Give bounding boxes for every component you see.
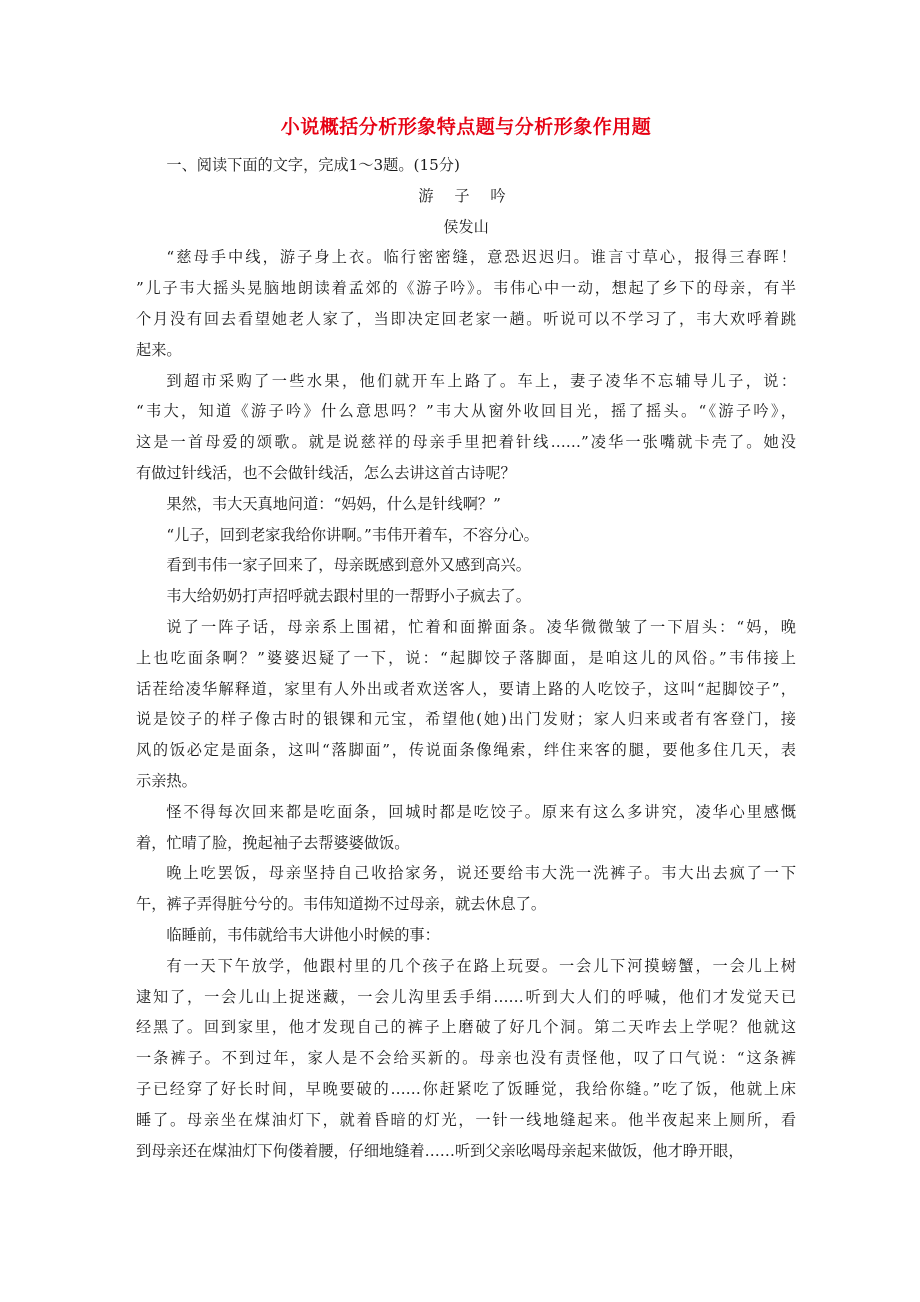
- story-line: 经黑了。回到家里，他才发现自己的裤子上磨破了好几个洞。第二天咋去上学呢？他就这: [136, 1018, 796, 1037]
- story-line: 逮知了，一会儿山上捉迷藏，一会儿沟里丢手绢……听到大人们的呼喊，他们才发觉天已: [136, 987, 796, 1006]
- story-author: 侯发山: [443, 217, 489, 236]
- story-line: 子已经穿了好长时间，早晚要破的……你赶紧吃了饭睡觉，我给你缝。”吃了饭，他就上床: [136, 1079, 796, 1098]
- question-instruction: 一、阅读下面的文字，完成1～3题。(15分): [166, 156, 460, 174]
- story-line: 上也吃面条啊？”婆婆迟疑了一下，说：“起脚饺子落脚面，是咱这儿的风俗。”韦伟接上: [136, 648, 796, 667]
- story-line: 睡了。母亲坐在煤油灯下，就着昏暗的灯光，一针一线地缝起来。他半夜起来上厕所，看: [136, 1110, 796, 1129]
- story-line: 话茬给凌华解释道，家里有人外出或者欢送客人，要请上路的人吃饺子，这叫“起脚饺子”，: [136, 679, 796, 698]
- story-line: 午，裤子弄得脏兮兮的。韦伟知道拗不过母亲，就去休息了。: [136, 895, 547, 914]
- story-line: 怪不得每次回来都是吃面条，回城时都是吃饺子。原来有这么多讲究，凌华心里感慨: [166, 802, 796, 821]
- story-line: 说是饺子的样子像古时的银锞和元宝，希望他(她)出门发财；家人归来或者有客登门，接: [136, 710, 796, 729]
- story-line: 起来。: [136, 340, 182, 359]
- story-line: 到母亲还在煤油灯下佝偻着腰，仔细地缝着……听到父亲吆喝母亲起来做饭，他才睁开眼，: [136, 1141, 744, 1160]
- story-line: “儿子，回到老家我给你讲啊。”韦伟开着车，不容分心。: [166, 525, 539, 544]
- story-line: 个月没有回去看望她老人家了，当即决定回老家一趟。听说可以不学习了，韦大欢呼着跳: [136, 309, 796, 328]
- story-line: “慈母手中线，游子身上衣。临行密密缝，意恐迟迟归。谁言寸草心，报得三春晖！: [166, 248, 796, 267]
- story-line: 临睡前，韦伟就给韦大讲他小时候的事：: [166, 925, 440, 944]
- story-line: 果然，韦大天真地问道：“妈妈，什么是针线啊？”: [166, 494, 501, 513]
- story-line: 说了一阵子话，母亲系上围裙，忙着和面擀面条。凌华微微皱了一下眉头：“妈，晚: [166, 617, 796, 636]
- story-line: 有一天下午放学，他跟村里的几个孩子在路上玩耍。一会儿下河摸螃蟹，一会儿上树: [166, 956, 796, 975]
- story-line: 风的饭必定是面条，这叫“落脚面”，传说面条像绳索，绊住来客的腿，要他多住几天，表: [136, 741, 796, 760]
- story-line: 到超市采购了一些水果，他们就开车上路了。车上，妻子凌华不忘辅导儿子，说：: [166, 371, 796, 390]
- story-line: 韦大给奶奶打声招呼就去跟村里的一帮野小子疯去了。: [166, 587, 531, 606]
- document-title: 小说概括分析形象特点题与分析形象作用题: [280, 116, 652, 138]
- story-line: 着，忙晴了脸，挽起袖子去帮婆婆做饭。: [136, 833, 410, 852]
- story-line: 看到韦伟一家子回来了，母亲既感到意外又感到高兴。: [166, 556, 531, 575]
- story-line: ”儿子韦大摇头晃脑地朗读着孟郊的《游子吟》。韦伟心中一动，想起了乡下的母亲，有半: [136, 279, 796, 298]
- story-line: 一条裤子。不到过年，家人是不会给买新的。母亲也没有责怪他，叹了口气说：“这条裤: [136, 1049, 796, 1068]
- story-line: “韦大，知道《游子吟》什么意思吗？”韦大从窗外收回目光，摇了摇头。“《游子吟》，: [136, 402, 796, 421]
- document-page: [136, 112, 796, 1166]
- story-line: 有做过针线活，也不会做针线活，怎么去讲这首古诗呢？: [136, 463, 516, 482]
- story-line: 这是一首母爱的颂歌。就是说慈祥的母亲手里把着针线……”凌华一张嘴就卡壳了。她没: [136, 433, 796, 452]
- story-body: [136, 242, 796, 1166]
- story-title: 游 子 吟: [418, 186, 514, 205]
- story-line: 示亲热。: [136, 771, 197, 790]
- story-line: 晚上吃罢饭，母亲坚持自己收拾家务，说还要给韦大洗一洗裤子。韦大出去疯了一下: [166, 864, 796, 883]
